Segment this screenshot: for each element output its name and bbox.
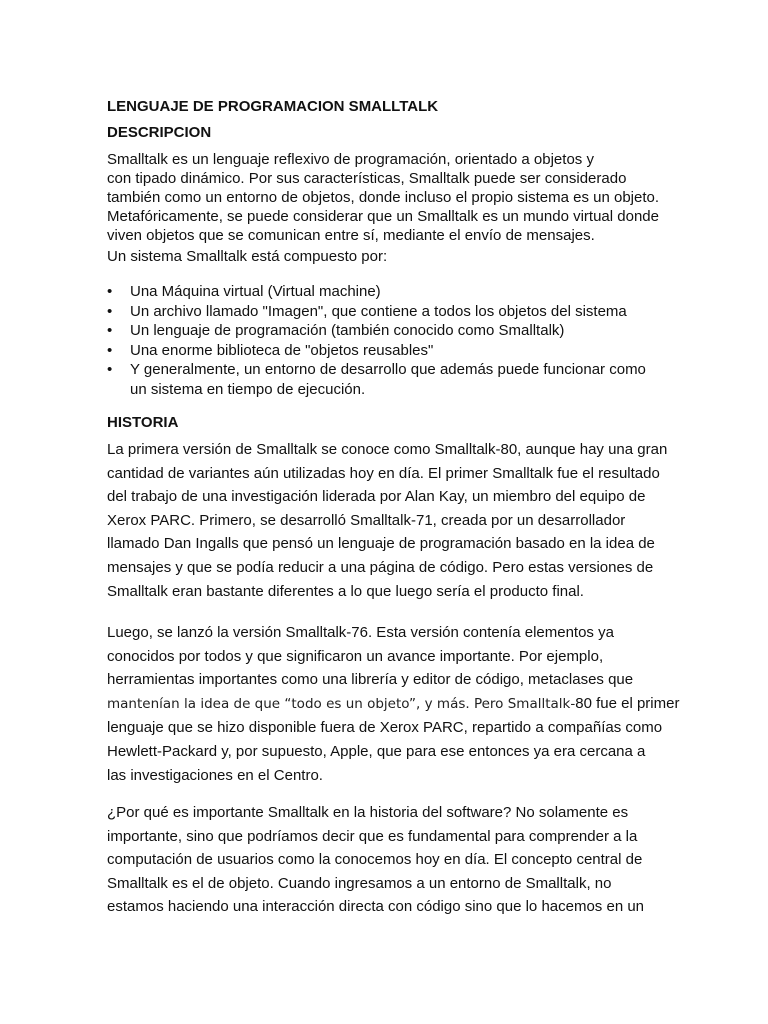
list-item [107, 341, 646, 361]
document-title: LENGUAJE DE PROGRAMACION SMALLTALK [107, 98, 439, 115]
text-line: estamos haciendo una interacción directa con código sino que lo hacemos en un [107, 898, 645, 916]
text-line: Smalltalk eran bastante diferentes a lo que luego sería el producto final. [107, 582, 584, 600]
components-list [107, 282, 646, 399]
descripcion-paragraph [107, 150, 659, 245]
text-line: La primera versión de Smalltalk se conoce como Smalltalk-80, aunque hay una gran [107, 441, 668, 458]
text-line: Metafóricamente, se puede considerar que un Smalltalk es un mundo virtual donde [107, 208, 659, 225]
text-line: llamado Dan Ingalls que pensó un lenguaje de programación basado en la idea de [107, 535, 655, 553]
text-line [107, 692, 679, 717]
text-line: del trabajo de una investigación liderada por Alan Kay, un miembro del equipo de [107, 488, 646, 506]
list-item [107, 321, 646, 341]
list-item [107, 282, 646, 302]
text-line: Xerox PARC. Primero, se desarrolló Smalltalk-71, creada por un desarrollador [107, 511, 626, 529]
text-line: Smalltalk es el de objeto. Cuando ingresamos a un entorno de Smalltalk, no [107, 874, 612, 892]
list-item-text: Y generalmente, un entorno de desarrollo que además puede funcionar como [130, 361, 646, 378]
list-item [107, 360, 646, 399]
text-line: Luego, se lanzó la versión Smalltalk-76. Esta versión contenía elementos ya [107, 624, 614, 641]
list-item-text: Una Máquina virtual (Virtual machine) [130, 283, 381, 300]
text-line: importante, sino que podríamos decir que es fundamental para comprender a la [107, 827, 638, 845]
section-heading-descripcion: DESCRIPCION [107, 124, 212, 141]
list-item-text: Un archivo llamado "Imagen", que contiene a todos los objetos del sistema [130, 302, 627, 320]
historia-paragraph-3 [107, 801, 644, 919]
text-line: cantidad de variantes aún utilizadas hoy en día. El primer Smalltalk fue el resultado [107, 464, 660, 482]
text-run-alt-font: mantenían la idea de que “todo es un objeto”, y más. Pero Smalltalk- [107, 695, 576, 712]
bullet-icon: • [107, 361, 113, 378]
text-line: viven objetos que se comunican entre sí, mediante el envío de mensajes. [107, 227, 595, 244]
historia-paragraph-1 [107, 438, 667, 603]
text-line: ¿Por qué es importante Smalltalk en la historia del software? No solamente es [107, 804, 629, 821]
list-item-text: un sistema en tiempo de ejecución. [130, 380, 366, 398]
text-line: Smalltalk es un lenguaje reflexivo de programación, orientado a objetos y [107, 151, 594, 168]
text-line: las investigaciones en el Centro. [107, 766, 323, 784]
text-line: también como un entorno de objetos, donde incluso el propio sistema es un objeto. [107, 189, 660, 206]
bullet-icon: • [107, 302, 113, 320]
historia-paragraph-2 [107, 621, 679, 787]
list-item-text: Un lenguaje de programación (también conocido como Smalltalk) [130, 322, 565, 339]
text-line: conocidos por todos y que significaron un avance importante. Por ejemplo, [107, 647, 604, 665]
text-line: lenguaje que se hizo disponible fuera de Xerox PARC, repartido a compañías como [107, 719, 663, 737]
bullet-icon: • [107, 341, 113, 359]
bullet-icon: • [107, 322, 113, 339]
components-intro: Un sistema Smalltalk está compuesto por: [107, 248, 388, 265]
text-line: herramientas importantes como una librería y editor de código, metaclases que [107, 671, 634, 689]
text-line: con tipado dinámico. Por sus características, Smalltalk puede ser considerado [107, 170, 627, 187]
text-line: mensajes y que se podía reducir a una página de código. Pero estas versiones de [107, 558, 654, 576]
bullet-icon: • [107, 283, 113, 300]
list-item-text: Una enorme biblioteca de "objetos reusables" [130, 341, 434, 359]
list-item [107, 302, 646, 322]
text-line: computación de usuarios como la conocemos hoy en día. El concepto central de [107, 851, 643, 869]
text-line: Hewlett-Packard y, por supuesto, Apple, que para ese entonces ya era cercana a [107, 742, 646, 760]
section-heading-historia: HISTORIA [107, 414, 179, 431]
text-run: 80 fue el primer [575, 694, 680, 712]
